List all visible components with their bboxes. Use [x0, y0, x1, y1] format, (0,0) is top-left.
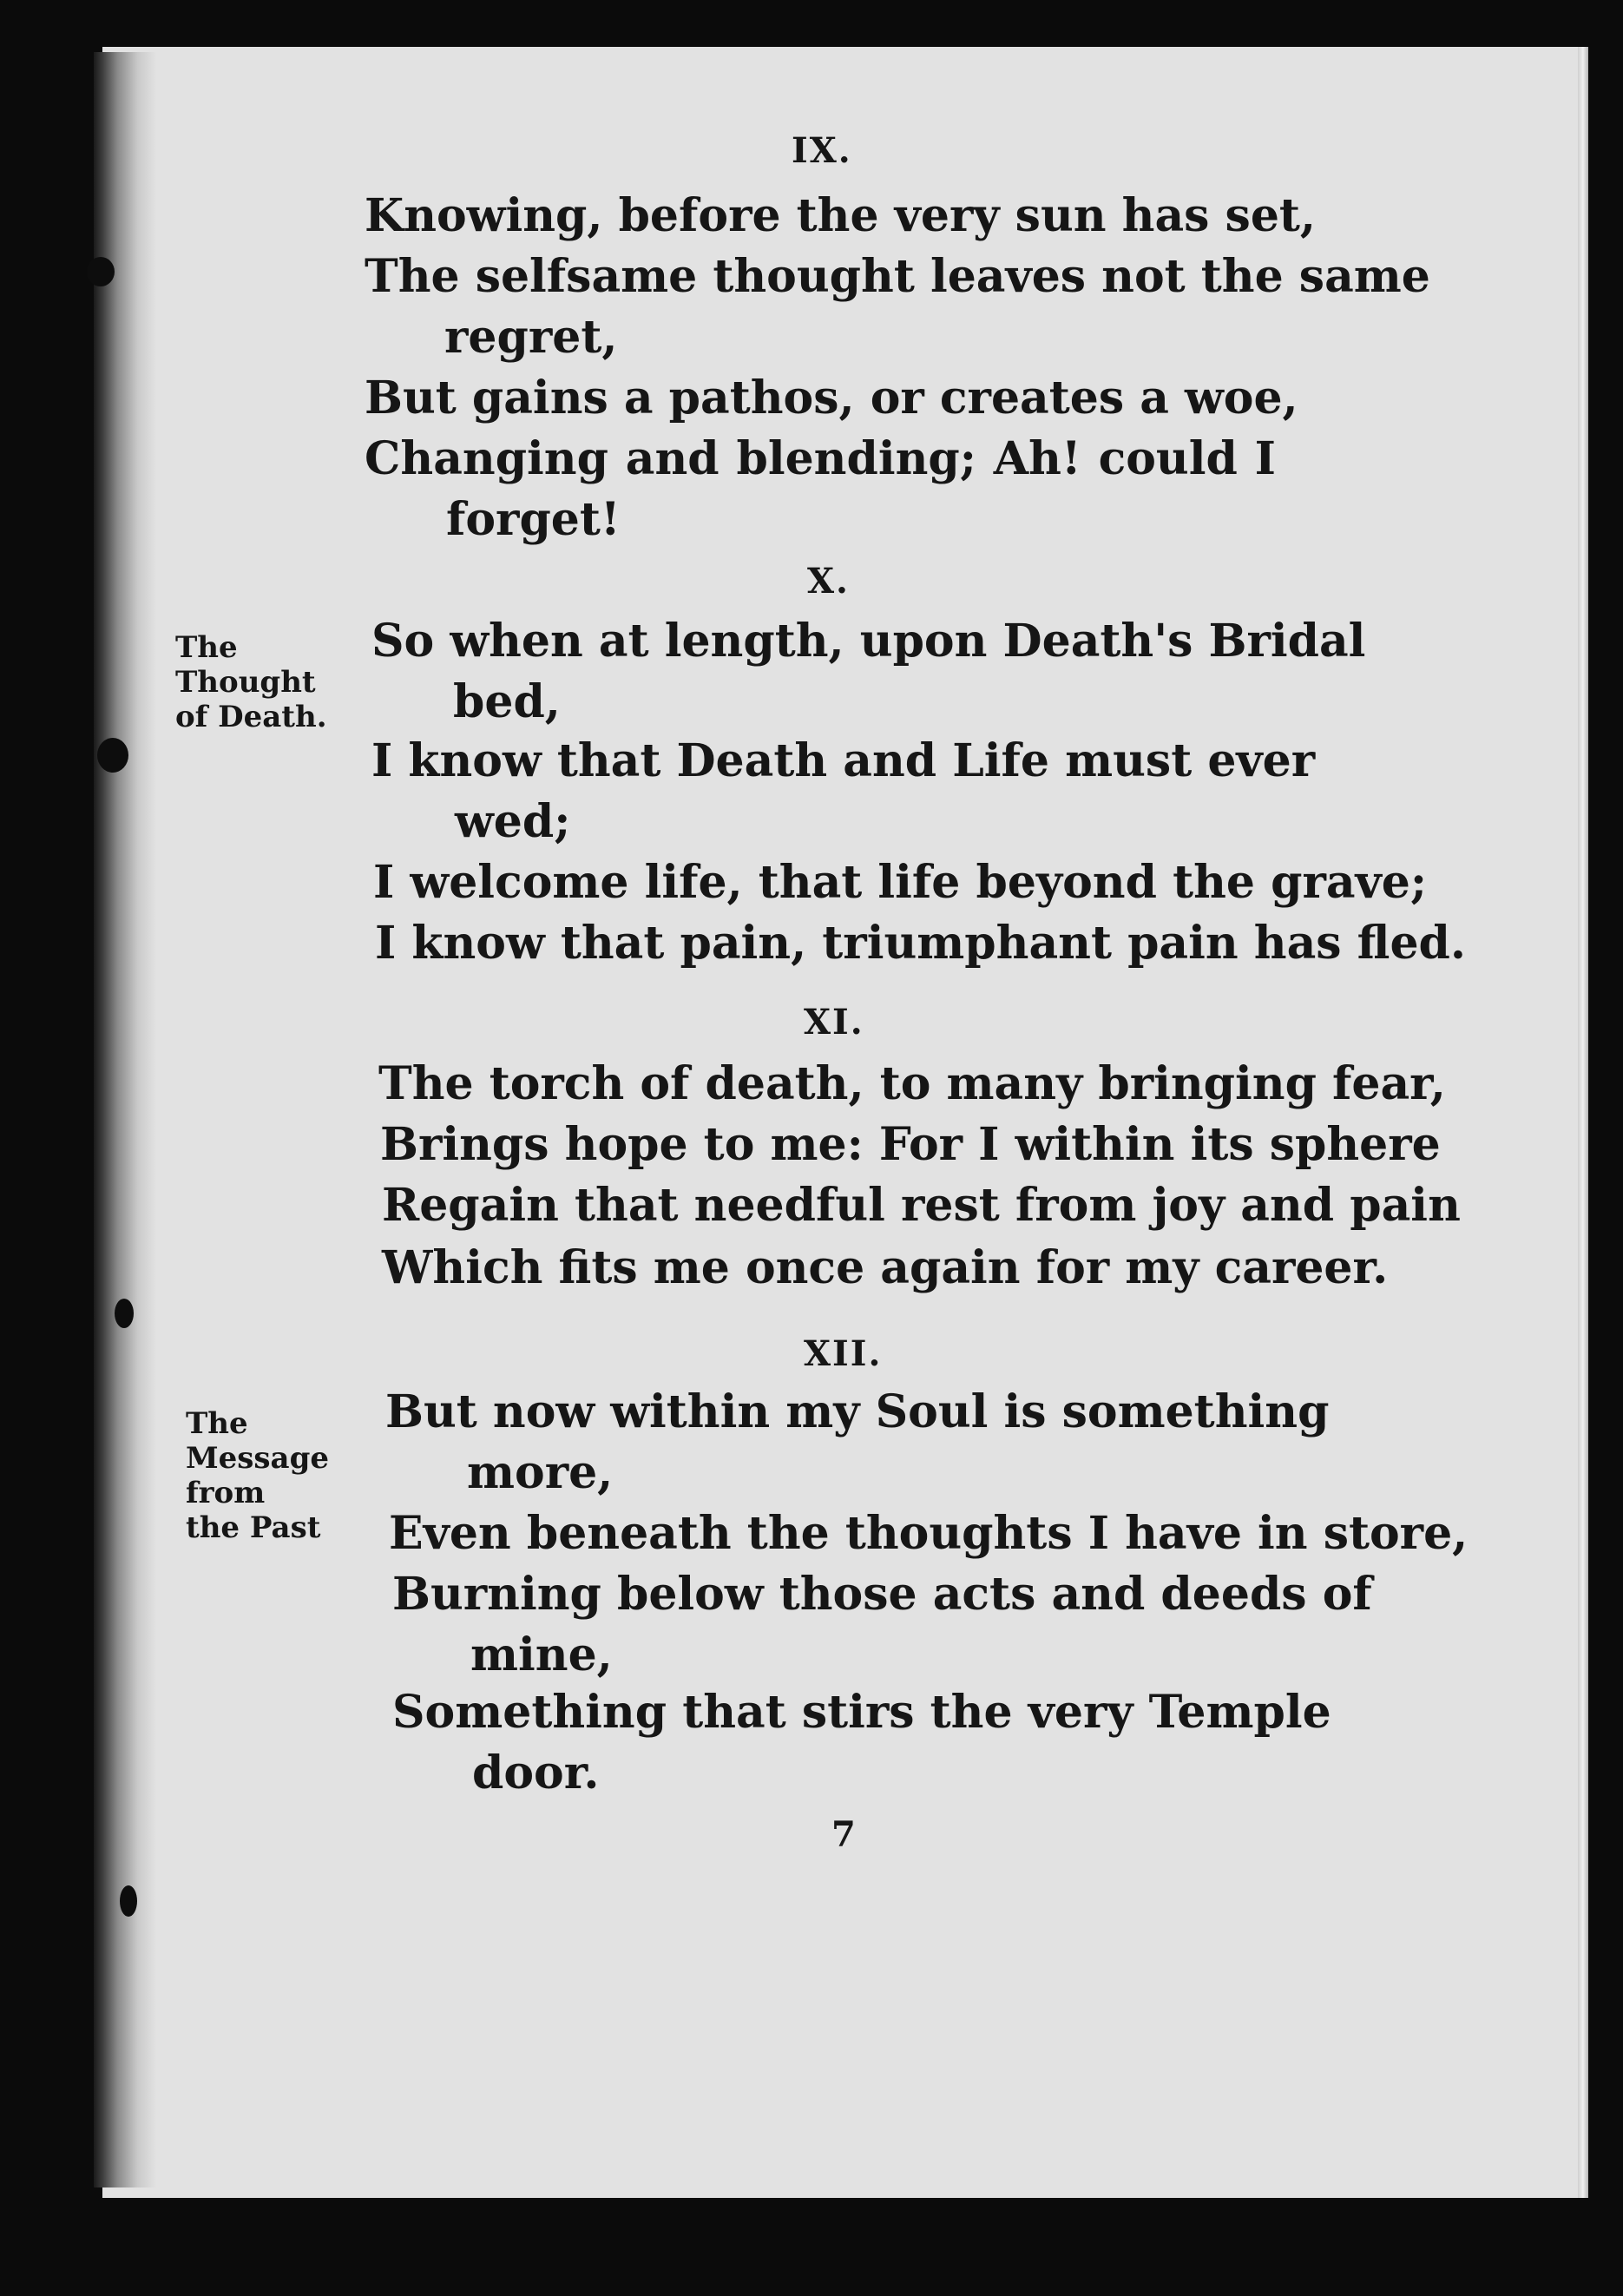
margin-note-line: from	[186, 1476, 266, 1510]
verse-line: But gains a pathos, or creates a woe,	[365, 372, 1298, 424]
verse-line: Brings hope to me: For I within its sphere	[380, 1118, 1441, 1171]
verse-line: Even beneath the thoughts I have in store,	[389, 1507, 1469, 1560]
verse-line: I know that Death and Life must ever	[371, 734, 1316, 787]
page-binding-shadow	[94, 52, 156, 2187]
margin-note-line: The	[186, 1406, 248, 1441]
margin-note-line: of Death.	[175, 700, 327, 734]
verse-line: I welcome life, that life beyond the grave;	[373, 856, 1428, 909]
verse-line: Regain that needful rest from joy and pain	[382, 1179, 1461, 1232]
margin-note-line: Message	[186, 1441, 329, 1476]
margin-note-line: The	[175, 630, 238, 665]
verse-line: The torch of death, to many bringing fear,	[378, 1057, 1446, 1110]
verse-line: Which fits me once again for my career.	[382, 1241, 1389, 1294]
verse-line: I know that pain, triumphant pain has fled.	[375, 917, 1467, 970]
verse-line: bed,	[453, 675, 561, 728]
verse-line: The selfsame thought leaves not the same	[365, 250, 1430, 303]
verse-line: Changing and blending; Ah! could I	[365, 432, 1276, 485]
page-right-edge	[1578, 47, 1588, 2198]
stanza-numeral: XI.	[804, 1002, 864, 1043]
verse-line: So when at length, upon Death's Bridal	[371, 615, 1366, 668]
ink-blot	[120, 1885, 137, 1917]
page-number: 7	[831, 1814, 856, 1855]
verse-line: wed;	[455, 795, 571, 848]
stanza-numeral: X.	[807, 561, 850, 602]
verse-line: Knowing, before the very sun has set,	[365, 189, 1317, 242]
margin-note-line: the Past	[186, 1510, 321, 1545]
verse-line: regret,	[444, 311, 618, 364]
stanza-numeral: XII.	[804, 1333, 883, 1374]
verse-line: mine,	[470, 1628, 613, 1681]
verse-line: Burning below those acts and deeds of	[392, 1568, 1372, 1621]
ink-blot	[87, 257, 115, 286]
ink-blot	[115, 1299, 134, 1328]
verse-line: more,	[467, 1446, 614, 1499]
verse-line: door.	[472, 1747, 600, 1799]
margin-note-line: Thought	[175, 665, 316, 700]
verse-line: forget!	[446, 493, 621, 546]
margin-note-thought-of-death	[175, 630, 327, 734]
margin-note-message-from-past	[186, 1406, 329, 1545]
verse-line: Something that stirs the very Temple	[392, 1686, 1331, 1739]
ink-blot	[97, 738, 128, 773]
verse-line: But now within my Soul is something	[385, 1385, 1330, 1438]
stanza-numeral: IX.	[792, 130, 852, 171]
